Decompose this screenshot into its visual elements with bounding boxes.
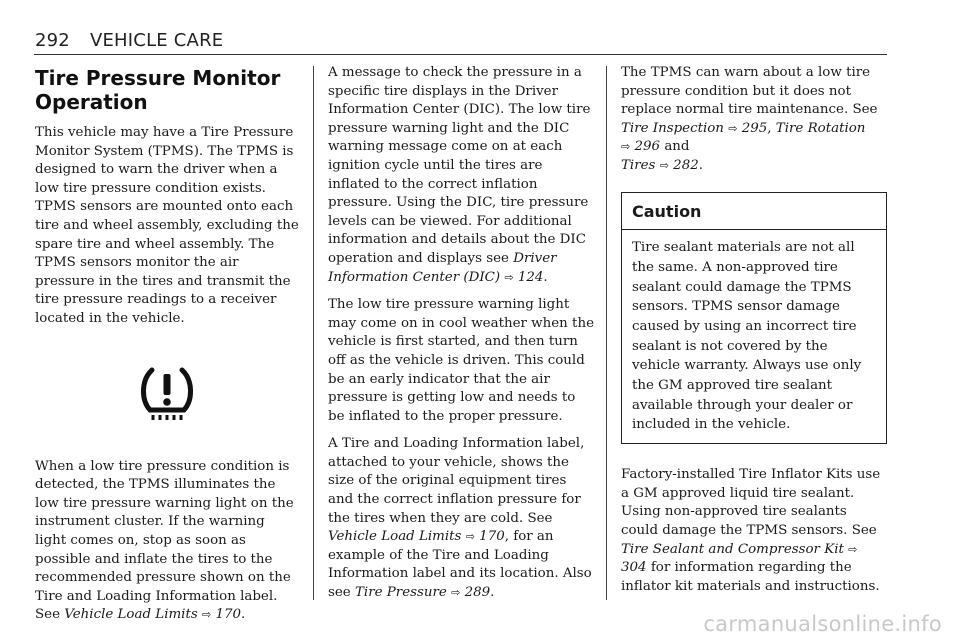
paragraph: The low tire pressure warning light may come on in cool weather when the vehicle is first started, and then turn off as the vehicle is driven. This could be an early indicator that the air pressure is getting low and needs to be inflated to the proper pressure. — [328, 297, 594, 424]
cross-reference-link[interactable]: Tires ⇨ 282 — [621, 157, 699, 173]
watermark: carmanualsonline.info — [703, 612, 942, 636]
page-ref-arrow-icon: ⇨ — [504, 270, 514, 284]
paragraph: A Tire and Loading Information label, attached to your vehicle, shows the size of the original equipment tires and the correct inflation pressure for the tires when they are cold. See Vehicle Load Limits ⇨ 170, for an example of the Tire and Loading Information label and its location. Also see Tire Pressure ⇨ 289. — [328, 436, 592, 601]
page-header — [35, 30, 223, 51]
page-ref-arrow-icon: ⇨ — [728, 121, 738, 135]
cross-reference-link[interactable]: Tire Sealant and Compressor Kit ⇨ 304 — [621, 541, 858, 576]
paragraph: Factory-installed Tire Inflator Kits use a GM approved liquid tire sealant. Using non-approved tire sealants could damage the TPMS sensors. See Tire Sealant and Compressor Kit ⇨ 304 for information regarding the inflator kit materials and instructions. — [621, 467, 881, 594]
column-divider — [313, 66, 314, 600]
cross-reference-link[interactable]: Vehicle Load Limits ⇨ 170 — [328, 529, 505, 545]
column-divider — [606, 66, 607, 600]
page-ref-arrow-icon: ⇨ — [451, 586, 461, 600]
column-1 — [35, 66, 299, 634]
column-3 — [621, 64, 887, 605]
page-ref-arrow-icon: ⇨ — [848, 542, 858, 556]
page-ref-arrow-icon: ⇨ — [465, 530, 475, 544]
cross-reference-link[interactable]: Tire Inspection ⇨ 295 — [621, 120, 768, 136]
page-ref-arrow-icon: ⇨ — [659, 158, 669, 172]
column-2 — [328, 64, 594, 612]
caution-box — [621, 192, 887, 445]
page-ref-arrow-icon: ⇨ — [201, 608, 212, 622]
caution-title: Caution — [622, 193, 886, 231]
cross-reference-link[interactable]: Tire Pressure ⇨ 289 — [355, 585, 491, 601]
header-rule — [34, 54, 887, 55]
paragraph: When a low tire pressure condition is detected, the TPMS illuminates the low tire pressure warning light on the instrument cluster. If the warning light comes on, stop as soon as possible and inflate the tires to the recommended pressure shown on the Tire and Loading Information label. See Vehicle Load Limits ⇨ 170. — [35, 458, 294, 623]
paragraph: A message to check the pressure in a specific tire displays in the Driver Information Center (DIC). The low tire pressure warning light and the DIC warning message come on at each ignition cycle until the tires are inflated to the correct inflation pressure. Using the DIC, tire pressure levels can be viewed. For additional information and details about the DIC operation and displays see Driver Information Center (DIC) ⇨ 124. — [328, 65, 591, 285]
page-number: 292 — [35, 30, 70, 51]
paragraph: This vehicle may have a Tire Pressure Monitor System (TPMS). The TPMS is designed to warn the driver when a low tire pressure condition exists. TPMS sensors are mounted onto each tire and wheel assembly, excluding the spare tire and wheel assembly. The TPMS sensors monitor the air pressure in the tires and transmit the tire pressure readings to a receiver located in the vehicle. — [35, 125, 299, 326]
page-ref-arrow-icon: ⇨ — [621, 140, 631, 154]
paragraph: The TPMS can warn about a low tire pressure condition but it does not replace normal tire maintenance. See Tire Inspection ⇨ 295, Tire Rotation ⇨ 296 and Tires ⇨ 282. — [621, 65, 878, 173]
section-title: VEHICLE CARE — [89, 30, 224, 51]
cross-reference-link[interactable]: Vehicle Load Limits ⇨ 170 — [64, 607, 242, 623]
section-heading: Tire Pressure Monitor Operation — [35, 66, 281, 114]
cross-reference-link[interactable]: Tire Rotation ⇨ 296 — [621, 120, 866, 155]
caution-body: Tire sealant materials are not all the same. A non-approved tire sealant could damage the TPMS sensors. TPMS sensor damage caused by using an incorrect tire sealant is not covered by the vehicle warranty. Always use only the GM approved tire sealant available through your dealer or included in the vehicle. — [632, 240, 862, 433]
low-tire-pressure-warning-icon — [35, 364, 299, 424]
cross-reference-link[interactable]: Driver Information Center (DIC) ⇨ 124 — [328, 250, 557, 285]
